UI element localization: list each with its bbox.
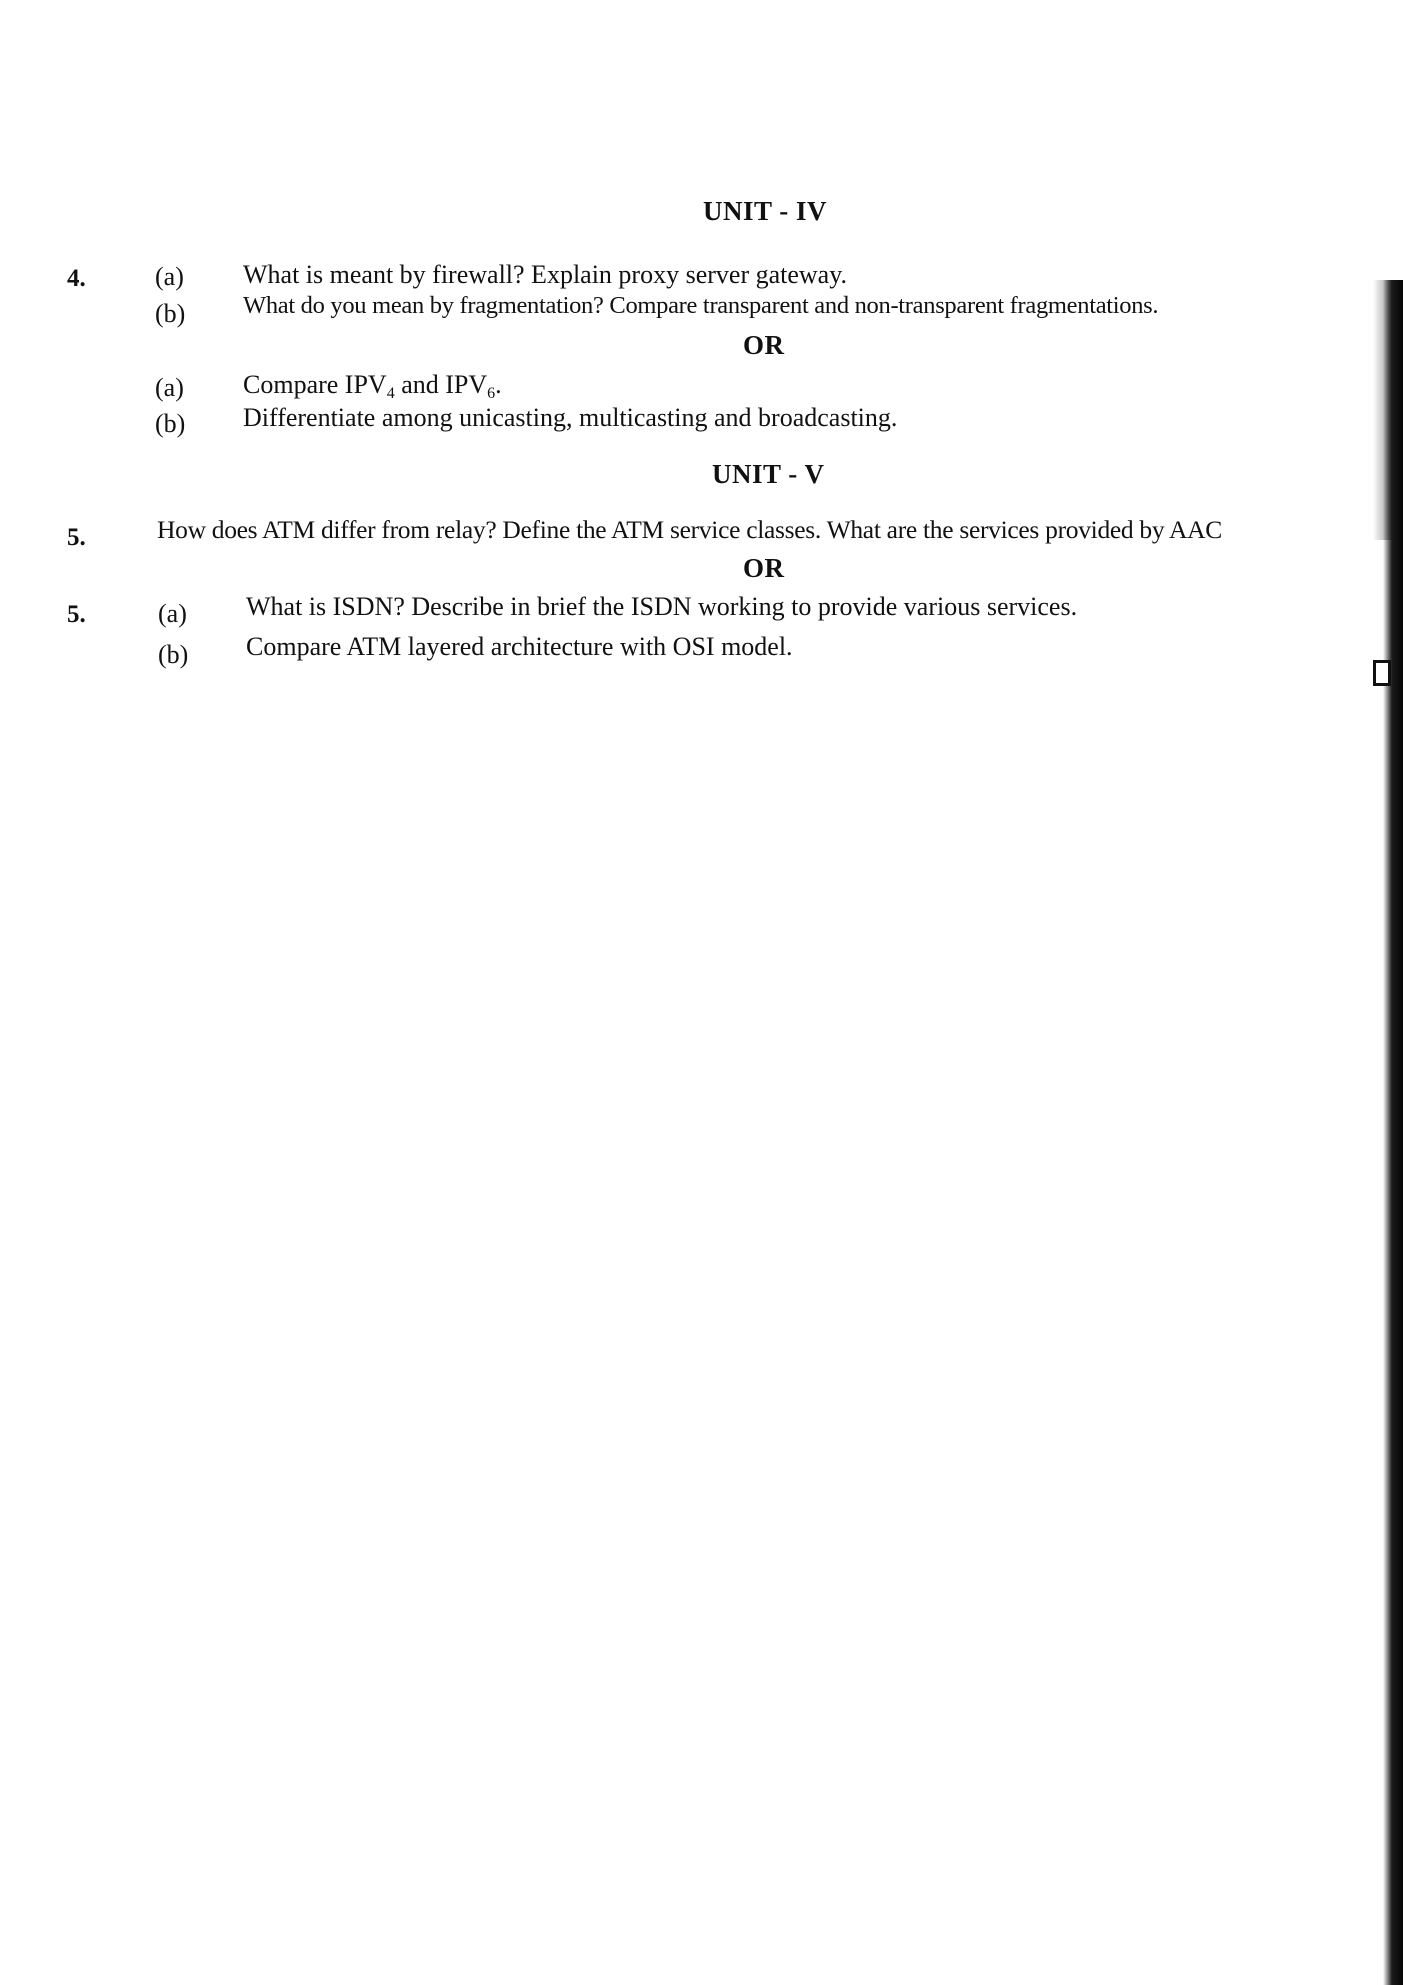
question-5-number: 5.	[67, 524, 86, 551]
scan-edge-mark	[1373, 660, 1391, 686]
question-5-alt-a-text: What is ISDN? Describe in brief the ISDN working to provide various services.	[246, 592, 1078, 621]
question-5-text: How does ATM differ from relay? Define the ATM service classes. What are the services provided by AAC	[157, 515, 1222, 544]
question-4-alt-a-label: (a)	[155, 373, 184, 402]
ipv-compare-pre: Compare IPV	[243, 370, 387, 399]
unit-4-heading: UNIT - IV	[703, 196, 828, 226]
question-4-number: 4.	[67, 265, 86, 292]
ipv6-subscript: 6	[487, 385, 496, 402]
question-5-alt-b-text: Compare ATM layered architecture with OSI model.	[246, 632, 793, 661]
question-5-alt-a-label: (a)	[158, 599, 187, 628]
unit-4-or: OR	[743, 330, 785, 360]
scan-edge-shadow	[1383, 280, 1403, 1985]
question-4-alt-b-label: (b)	[155, 409, 186, 438]
question-5-alt-b-label: (b)	[158, 640, 189, 669]
question-4a-label: (a)	[155, 262, 184, 291]
ipv-compare-mid: and IPV	[394, 370, 488, 399]
unit-5-heading: UNIT - V	[712, 459, 825, 489]
question-4a-text: What is meant by firewall? Explain proxy server gateway.	[243, 260, 848, 289]
ipv-compare-post: .	[495, 370, 502, 399]
question-4b-text: What do you mean by fragmentation? Compare transparent and non-transparent fragmentations.	[243, 292, 1159, 319]
ipv4-subscript: 4	[386, 385, 395, 402]
question-5-alt-number: 5.	[67, 601, 86, 628]
unit-5-or: OR	[743, 553, 785, 583]
question-4-alt-a-text	[243, 370, 502, 403]
question-4b-label: (b)	[155, 299, 186, 328]
question-4-alt-b-text: Differentiate among unicasting, multicasting and broadcasting.	[243, 403, 898, 432]
